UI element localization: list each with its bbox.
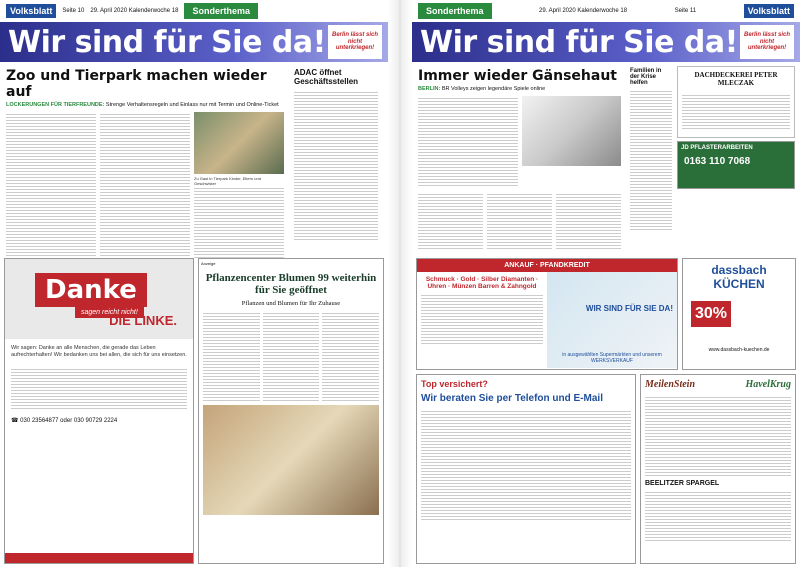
article-headline: Zoo und Tierpark machen wieder auf	[6, 68, 267, 100]
mischau-tagline: WIR SIND FÜR SIE DA!	[585, 304, 673, 313]
danke-ad	[4, 258, 194, 564]
havelkrug-logo: HavelKrug	[745, 379, 791, 390]
pflaster-phone: 0163 110 7068	[684, 156, 751, 167]
branch-list	[421, 410, 631, 520]
left-header	[0, 0, 388, 22]
kicker-text: Strenge Verhaltensregeln und Einlass nur mit Termin und Online-Ticket	[105, 102, 279, 108]
page-number: Seite 10	[62, 8, 85, 14]
flower-photo	[203, 405, 379, 515]
danke-contact: ☎ 030 23564877 oder 030 90729 2224	[11, 418, 118, 425]
right-header	[412, 0, 800, 22]
kicker-text: BR Volleys zeigen legendäre Spiele online	[441, 86, 546, 92]
side-article-title: Familien in der Krise helfen	[630, 68, 662, 86]
ankauf-ad	[416, 258, 678, 370]
side-article-title: ADAC öffnet Geschäftsstellen	[294, 68, 359, 86]
kicker-label: LOCKERUNGEN FÜR TIERFREUNDE:	[6, 102, 105, 108]
insurance-ad	[416, 374, 636, 564]
zoo-photo	[194, 112, 284, 174]
text-column	[100, 112, 190, 262]
meilenstein-logo: MeilenStein	[645, 379, 696, 390]
article-headline: Immer wieder Gänsehaut	[418, 68, 617, 84]
banner-title: Wir sind für Sie da!	[8, 24, 326, 60]
flower-title: Pflanzencenter Blumen 99 weiterhin für Sie geöffnet	[205, 272, 377, 296]
flower-subtitle: Pflanzen und Blumen für Ihr Zuhause	[241, 300, 341, 307]
banner-subtitle: Berlin lässt sich nicht unterkriegen!	[328, 25, 382, 59]
ankauf-title: ANKAUF · PFANDKREDIT	[417, 259, 677, 272]
dassbach-discount: 30%	[691, 301, 731, 327]
kicker-label: BERLIN:	[418, 86, 441, 92]
left-page	[0, 0, 388, 567]
banner	[412, 22, 800, 62]
photo-column	[194, 112, 284, 262]
banner-subtitle: Berlin lässt sich nicht unterkriegen!	[740, 25, 794, 59]
mischau-subline: in ausgewählten Supermärkten und unserem WERKSVERKAUF	[562, 352, 662, 364]
insurance-sub: Wir beraten Sie per Telefon und E-Mail	[421, 393, 603, 404]
banner-title: Wir sind für Sie da!	[420, 24, 738, 60]
banner	[0, 22, 388, 62]
section-tag: Sonderthema	[184, 3, 258, 19]
article-kicker	[0, 102, 290, 108]
danke-phone: 030 23564877 oder 030 90729 2224	[20, 418, 118, 425]
danke-word: Danke	[35, 273, 147, 307]
dachdeckerei-title: DACHDECKEREI PETER MLECZAK	[694, 71, 778, 87]
volleys-photo	[522, 96, 622, 166]
article-body	[0, 108, 290, 266]
issue-date: 29. April 2020 Kalenderwoche 18	[539, 8, 628, 14]
insurance-title: Top versichert?	[421, 379, 488, 389]
danke-tagline: sagen reicht nicht!	[75, 307, 144, 318]
restaurant-ad	[640, 374, 796, 564]
brand-logo: Volksblatt	[6, 4, 56, 18]
ad-tag: Anzeige	[201, 261, 216, 266]
issue-date: 29. April 2020 Kalenderwoche 18	[90, 8, 179, 14]
article-body	[412, 92, 627, 190]
danke-body: Wir sagen: Danke an alle Menschen, die gerade das Leben aufrechterhalten! Wir bedanken uns bei allen, die sich für uns einsetzen.	[11, 345, 187, 359]
dassbach-ad	[682, 258, 796, 370]
section-tag: Sonderthema	[418, 3, 492, 19]
right-page	[412, 0, 800, 567]
dassbach-url: www.dassbach-kuechen.de	[708, 347, 770, 353]
pflaster-title: JD PFLASTERARBEITEN	[681, 145, 753, 151]
text-column	[6, 112, 96, 262]
brand-logo: Volksblatt	[744, 4, 794, 18]
ankauf-items: Schmuck · Gold · Silber Diamanten · Uhren · Münzen Barren & Zahngold	[425, 276, 539, 290]
dachdeckerei-ad	[677, 66, 795, 138]
page-number: Seite 11	[674, 8, 697, 14]
page-gutter	[388, 0, 412, 567]
spargel-title: BEELITZER SPARGEL	[645, 480, 720, 487]
photo-caption: Zu Gast in Tierpark Kinder, Eltern und Geschwister	[194, 176, 261, 186]
flower-ad	[198, 258, 384, 564]
pflaster-ad	[677, 141, 795, 189]
danke-footer-bar	[5, 553, 193, 563]
die-linke-logo: DIE LINKE.	[109, 313, 177, 328]
dassbach-logo: dassbach KÜCHEN	[711, 263, 767, 291]
danke-visual	[5, 259, 193, 339]
mischau-ad	[547, 272, 677, 368]
